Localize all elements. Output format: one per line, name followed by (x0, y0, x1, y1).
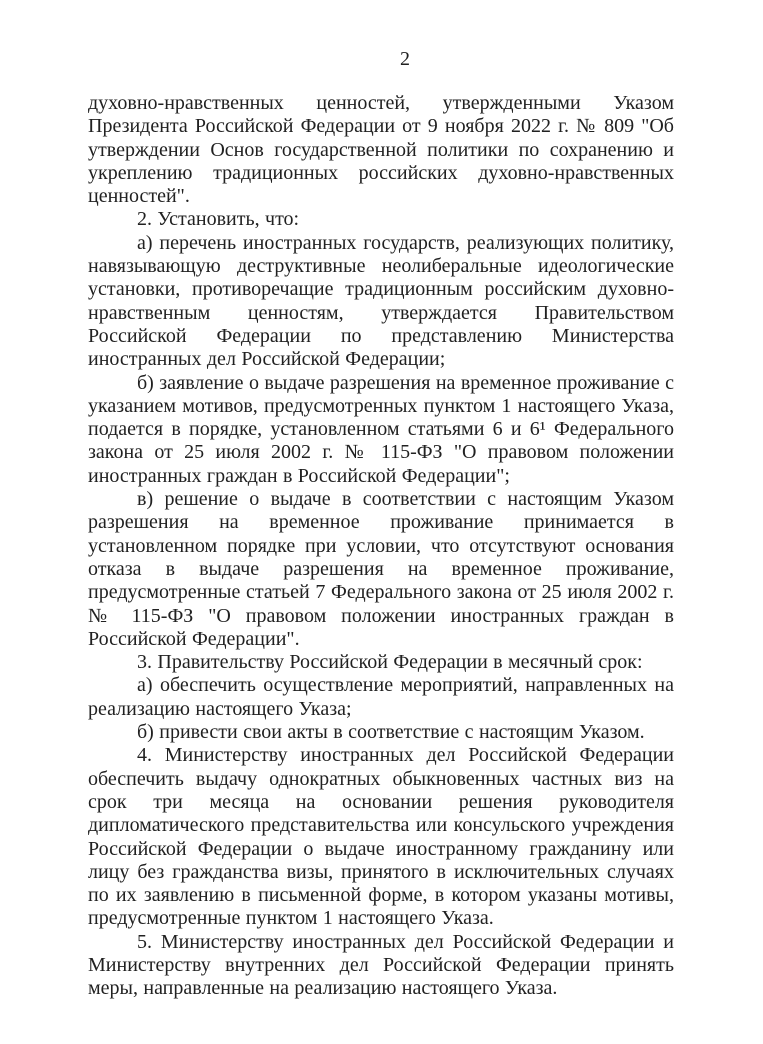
clause-2a: а) перечень иностранных государств, реализующих политику, навязывающую деструктивные неолиберальные идеологические установки, противоречащие традиционным российским духовно-нравственным ценностям, утверждается Правительством Российской Федерации по представлению Министерства иностранных дел Российской Федерации; (88, 231, 674, 371)
paragraph-continuation: духовно-нравственных ценностей, утвержденными Указом Президента Российской Федерации от 9 ноября 2022 г. № 809 "Об утверждении Основ государственной политики по сохранению и укреплению традиционных российских духовно-нравственных ценностей". (88, 92, 674, 208)
clause-4: 4. Министерству иностранных дел Российской Федерации обеспечить выдачу однократных обыкновенных частных виз на срок три месяца на основании решения руководителя дипломатического представительства или консульского учреждения Российской Федерации о выдаче иностранному гражданину или лицу без гражданства визы, принятого в исключительных случаях по их заявлению в письменной форме, в котором указаны мотивы, предусмотренные пунктом 1 настоящего Указа. (88, 744, 674, 930)
clause-2v: в) решение о выдаче в соответствии с настоящим Указом разрешения на временное проживание принимается в установленном порядке при условии, что отсутствуют основания отказа в выдаче разрешения на временное проживание, предусмотренные статьей 7 Федерального закона от 25 июля 2002 г. № 115-ФЗ "О правовом положении иностранных граждан в Российской Федерации". (88, 488, 674, 650)
clause-2b: б) заявление о выдаче разрешения на временное проживание с указанием мотивов, предусмотренных пунктом 1 настоящего Указа, подается в порядке, установленном статьями 6 и 6¹ Федерального закона от 25 июля 2002 г. № 115-ФЗ "О правовом положении иностранных граждан в Российской Федерации"; (88, 371, 674, 487)
clause-3: 3. Правительству Российской Федерации в месячный срок: (137, 651, 643, 674)
clause-5: 5. Министерству иностранных дел Российской Федерации и Министерству внутренних дел Российской Федерации принять меры, направленные на реализацию настоящего Указа. (88, 930, 674, 1000)
clause-3a: а) обеспечить осуществление мероприятий, направленных на реализацию настоящего Указа; (88, 674, 674, 720)
page-number: 2 (400, 48, 410, 70)
document-body (88, 92, 674, 1001)
clause-3b: б) привести свои акты в соответствие с настоящим Указом. (137, 721, 645, 744)
clause-2: 2. Установить, что: (137, 208, 300, 231)
